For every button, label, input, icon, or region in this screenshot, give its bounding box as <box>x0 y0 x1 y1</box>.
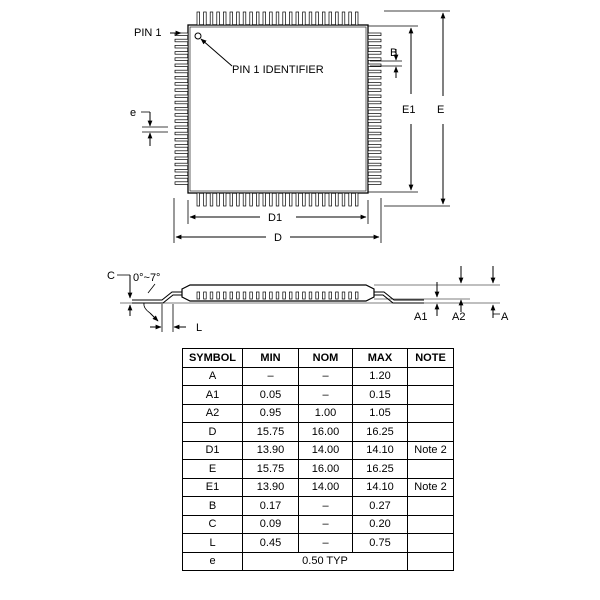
cell-note <box>408 404 454 423</box>
cell-max: 0.75 <box>353 534 408 553</box>
table-row <box>183 478 454 497</box>
dim-e-total-label: E <box>437 104 445 116</box>
lead-pin <box>175 176 188 179</box>
lead-pin <box>349 12 352 25</box>
lead-pin <box>342 292 345 299</box>
cell-note: Note 2 <box>408 441 454 460</box>
lead-pin <box>175 145 188 148</box>
cell-symbol: L <box>183 534 243 553</box>
lead-pin <box>368 76 381 79</box>
lead-pin <box>175 64 188 67</box>
lead-pin <box>243 193 246 206</box>
lead-pin <box>355 193 358 206</box>
pin1-identifier-label: PIN 1 IDENTIFIER <box>232 64 324 76</box>
cell-min: 15.75 <box>243 460 299 479</box>
header-symbol: SYMBOL <box>183 349 243 368</box>
lead-pin <box>283 12 286 25</box>
table-row <box>183 497 454 516</box>
dim-a-label: A <box>501 311 509 323</box>
lead-pin <box>175 114 188 117</box>
lead-pin <box>175 95 188 98</box>
lead-pin <box>368 120 381 123</box>
lead-pin <box>175 58 188 61</box>
lead-pin <box>368 95 381 98</box>
pin1-label: PIN 1 <box>134 27 162 39</box>
lead-pin <box>368 157 381 160</box>
cell-min: 0.45 <box>243 534 299 553</box>
table-row <box>183 386 454 405</box>
dim-a2-label: A2 <box>452 311 466 323</box>
lead-pin <box>296 292 299 299</box>
lead-pin <box>175 169 188 172</box>
lead-pin <box>175 163 188 166</box>
cell-min: 13.90 <box>243 478 299 497</box>
lead-pin <box>204 292 207 299</box>
cell-note <box>408 497 454 516</box>
lead-pin <box>230 12 233 25</box>
lead-pin <box>355 292 358 299</box>
lead-pin <box>270 292 273 299</box>
left-lead <box>132 292 182 300</box>
lead-pin <box>283 193 286 206</box>
lead-pin <box>309 292 312 299</box>
lead-pin <box>368 132 381 135</box>
angle-arc <box>144 303 150 313</box>
table-row <box>183 534 454 553</box>
cell-note <box>408 367 454 386</box>
cell-min: 0.05 <box>243 386 299 405</box>
side-view <box>107 266 509 334</box>
lead-pin <box>349 193 352 206</box>
lead-pin <box>223 193 226 206</box>
angle-leader <box>148 284 155 293</box>
lead-pin <box>237 193 240 206</box>
lead-pin <box>303 12 306 25</box>
lead-pin <box>349 292 352 299</box>
lead-pin <box>368 182 381 185</box>
lead-pin <box>175 83 188 86</box>
lead-pin <box>263 193 266 206</box>
cell-max: 1.05 <box>353 404 408 423</box>
table-row <box>183 367 454 386</box>
lead-pin <box>342 193 345 206</box>
lead-pin <box>175 126 188 129</box>
cell-symbol: A <box>183 367 243 386</box>
table-row <box>183 423 454 442</box>
lead-pin <box>250 193 253 206</box>
lead-pin <box>197 12 200 25</box>
lead-pin <box>309 193 312 206</box>
lead-pin <box>368 45 381 48</box>
lead-pin <box>368 169 381 172</box>
lead-pin <box>322 193 325 206</box>
pins-left-column <box>175 33 188 184</box>
cell-nom: 16.00 <box>299 423 353 442</box>
lead-pin <box>289 292 292 299</box>
cell-nom: – <box>299 386 353 405</box>
cell-min: 0.95 <box>243 404 299 423</box>
lead-pin <box>175 157 188 160</box>
lead-pin <box>336 193 339 206</box>
dim-b-label: B <box>390 47 398 59</box>
cell-typ: 0.50 TYP <box>243 552 408 571</box>
lead-pin <box>276 292 279 299</box>
cell-note <box>408 423 454 442</box>
lead-pin <box>336 292 339 299</box>
left-lead-2 <box>132 295 182 303</box>
lead-pin <box>368 163 381 166</box>
lead-pin <box>175 101 188 104</box>
lead-pin <box>368 58 381 61</box>
cell-min: 0.17 <box>243 497 299 516</box>
lead-pin <box>217 193 220 206</box>
lead-pin <box>329 12 332 25</box>
cell-note <box>408 460 454 479</box>
cell-nom: – <box>299 497 353 516</box>
cell-symbol: C <box>183 515 243 534</box>
lead-pin <box>368 101 381 104</box>
lead-pin <box>355 12 358 25</box>
lead-pin <box>175 138 188 141</box>
cell-nom: 14.00 <box>299 478 353 497</box>
cell-symbol: D1 <box>183 441 243 460</box>
table-row <box>183 460 454 479</box>
lead-pin <box>368 114 381 117</box>
dim-e-label: e <box>130 107 137 119</box>
dim-e1-label: E1 <box>402 104 416 116</box>
lead-pin <box>270 12 273 25</box>
table-row <box>183 404 454 423</box>
lead-pin <box>210 292 213 299</box>
lead-pin <box>368 145 381 148</box>
cell-min: 15.75 <box>243 423 299 442</box>
dim-a1-label: A1 <box>414 311 428 323</box>
cell-nom: 16.00 <box>299 460 353 479</box>
lead-pin <box>289 193 292 206</box>
lead-pin <box>270 193 273 206</box>
table-row <box>183 515 454 534</box>
package-body <box>188 25 368 193</box>
lead-pin <box>243 292 246 299</box>
lead-pin <box>289 12 292 25</box>
lead-pin <box>175 107 188 110</box>
cell-symbol: A1 <box>183 386 243 405</box>
cell-max: 16.25 <box>353 423 408 442</box>
lead-pin <box>204 12 207 25</box>
lead-pin <box>309 12 312 25</box>
lead-pin <box>322 12 325 25</box>
lead-pin <box>204 193 207 206</box>
cell-min: – <box>243 367 299 386</box>
cell-nom: – <box>299 534 353 553</box>
lead-pin <box>217 292 220 299</box>
cell-symbol: A2 <box>183 404 243 423</box>
lead-pin <box>368 107 381 110</box>
lead-pin <box>175 151 188 154</box>
lead-pin <box>175 89 188 92</box>
lead-pin <box>175 39 188 42</box>
cell-note <box>408 534 454 553</box>
lead-pin <box>175 76 188 79</box>
lead-pin <box>303 193 306 206</box>
cell-symbol: B <box>183 497 243 516</box>
lead-pin <box>237 292 240 299</box>
lead-pin <box>230 292 233 299</box>
dimensions-table <box>182 348 454 571</box>
lead-pin <box>276 12 279 25</box>
lead-pin <box>368 52 381 55</box>
lead-pin <box>237 12 240 25</box>
cell-min: 0.09 <box>243 515 299 534</box>
lead-pin <box>263 12 266 25</box>
table-header-row <box>183 349 454 368</box>
header-note: NOTE <box>408 349 454 368</box>
lead-pin <box>368 39 381 42</box>
dim-d1-label: D1 <box>268 212 283 224</box>
header-max: MAX <box>353 349 408 368</box>
lead-pin <box>329 193 332 206</box>
lead-pin <box>256 12 259 25</box>
lead-pin <box>368 83 381 86</box>
cell-nom: – <box>299 367 353 386</box>
lead-pin <box>329 292 332 299</box>
table-row-e <box>183 552 454 571</box>
angle-label: 0°~7° <box>133 272 161 284</box>
cell-symbol: E <box>183 460 243 479</box>
lead-pin <box>322 292 325 299</box>
lead-pin <box>256 193 259 206</box>
lead-pin <box>368 89 381 92</box>
lead-pin <box>210 12 213 25</box>
cell-max: 0.20 <box>353 515 408 534</box>
dim-d-label: D <box>274 232 282 244</box>
cell-symbol: e <box>183 552 243 571</box>
lead-pin <box>217 12 220 25</box>
lead-pin <box>296 12 299 25</box>
cell-max: 14.10 <box>353 478 408 497</box>
cell-note <box>408 386 454 405</box>
header-min: MIN <box>243 349 299 368</box>
lead-pin <box>296 193 299 206</box>
cell-max: 0.15 <box>353 386 408 405</box>
lead-pin <box>256 292 259 299</box>
lead-pin <box>230 193 233 206</box>
pins-bottom-row <box>197 193 358 206</box>
lead-pin <box>223 12 226 25</box>
lead-pin <box>243 12 246 25</box>
lead-pin <box>368 151 381 154</box>
lead-pin <box>368 126 381 129</box>
lead-pin <box>368 176 381 179</box>
cell-max: 16.25 <box>353 460 408 479</box>
top-view <box>130 11 450 244</box>
lead-pin <box>210 193 213 206</box>
cell-max: 14.10 <box>353 441 408 460</box>
cell-nom: – <box>299 515 353 534</box>
cell-note: Note 2 <box>408 478 454 497</box>
lead-pin <box>223 292 226 299</box>
cell-max: 0.27 <box>353 497 408 516</box>
lead-pin <box>175 52 188 55</box>
lead-pin <box>175 182 188 185</box>
lead-pin <box>197 292 200 299</box>
lead-pin <box>175 132 188 135</box>
lead-pin <box>368 33 381 36</box>
cell-note <box>408 552 454 571</box>
cell-nom: 14.00 <box>299 441 353 460</box>
lead-pin <box>336 12 339 25</box>
lead-pin <box>197 193 200 206</box>
header-nom: NOM <box>299 349 353 368</box>
cell-symbol: E1 <box>183 478 243 497</box>
dim-c-label: C <box>107 270 115 282</box>
lead-pin <box>250 292 253 299</box>
lead-pin <box>303 292 306 299</box>
angle-arrow <box>150 313 158 321</box>
cell-min: 13.90 <box>243 441 299 460</box>
lead-pin <box>283 292 286 299</box>
lead-pin <box>175 45 188 48</box>
lead-pin <box>250 12 253 25</box>
lead-pin <box>263 292 266 299</box>
lead-pin <box>175 70 188 73</box>
cell-nom: 1.00 <box>299 404 353 423</box>
lead-pin <box>368 138 381 141</box>
cell-symbol: D <box>183 423 243 442</box>
lead-pin <box>276 193 279 206</box>
dim-l-label: L <box>196 322 203 334</box>
cell-note <box>408 515 454 534</box>
lead-pin <box>368 70 381 73</box>
lead-pin <box>316 193 319 206</box>
lead-pin <box>316 12 319 25</box>
lead-pin <box>342 12 345 25</box>
cell-max: 1.20 <box>353 367 408 386</box>
lead-pin <box>175 120 188 123</box>
pins-top-row <box>197 12 358 25</box>
lead-pin <box>316 292 319 299</box>
pins-right-column <box>368 33 381 184</box>
table-row <box>183 441 454 460</box>
